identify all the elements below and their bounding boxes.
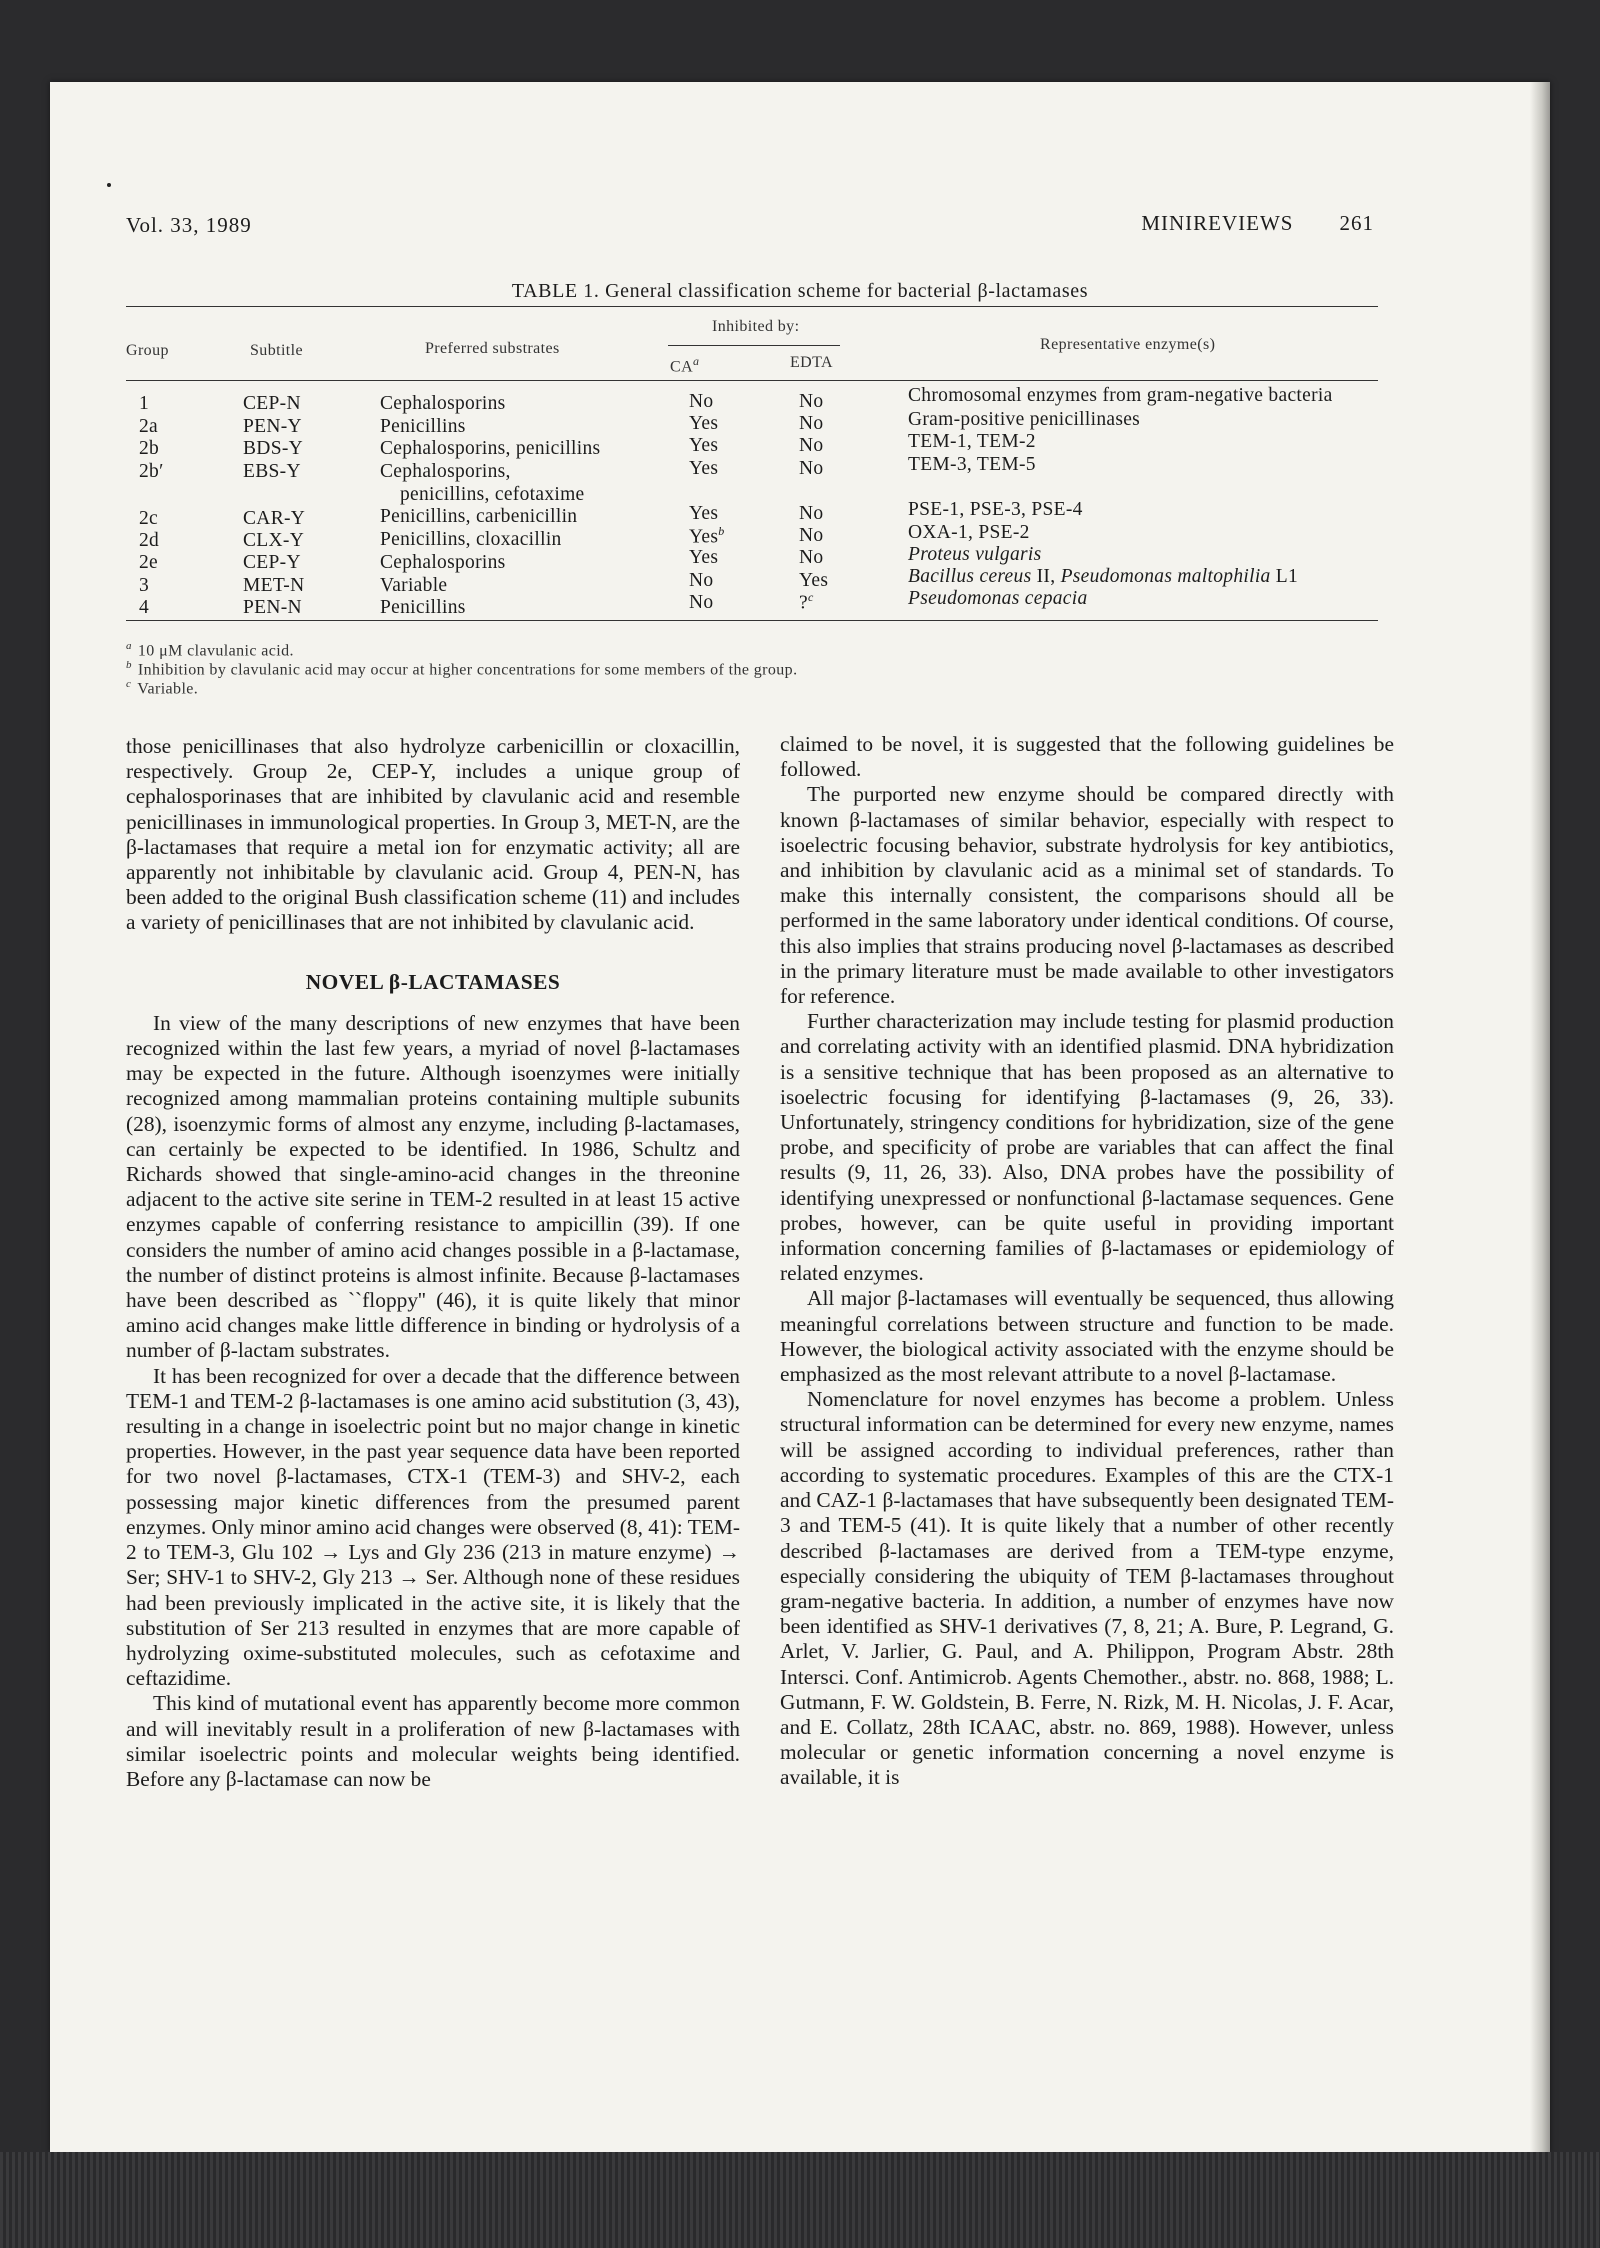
col-header-enzymes: Representative enzyme(s) bbox=[1040, 336, 1216, 353]
speck bbox=[107, 183, 111, 187]
table-cell-subtitle: EBS-Y bbox=[243, 461, 301, 482]
table-header-rule bbox=[126, 380, 1378, 381]
table-cell-edta: No bbox=[799, 503, 824, 524]
table-cell-ca: No bbox=[689, 592, 714, 613]
table-cell-subtitle: BDS-Y bbox=[243, 438, 304, 459]
col-header-edta: EDTA bbox=[790, 354, 833, 371]
col-header-substrates: Preferred substrates bbox=[425, 340, 560, 357]
table-cell-substrates: Cephalosporins, bbox=[380, 461, 511, 482]
table-cell-group: 3 bbox=[139, 575, 150, 596]
table-cell-edta: No bbox=[799, 547, 824, 568]
table-cell-ca: Yes bbox=[689, 458, 719, 479]
table-cell-substrates: Cephalosporins, penicillins bbox=[380, 438, 601, 459]
table-footnote: $^b$ Inhibition by clavulanic acid may occur at higher concentrations for some members of the group. bbox=[126, 659, 798, 679]
table-cell-substrates: Penicillins bbox=[380, 597, 466, 618]
table-cell-group: 2c bbox=[139, 508, 159, 529]
table-cell-subtitle: MET-N bbox=[243, 575, 305, 596]
table-cell-subtitle: CLX-Y bbox=[243, 530, 305, 551]
table-cell-edta: No bbox=[799, 458, 824, 479]
table-footnote: $^c$ Variable. bbox=[126, 678, 199, 698]
table-cell-edta: ?$^c$ bbox=[799, 590, 814, 614]
table-cell-subtitle: PEN-Y bbox=[243, 416, 302, 437]
table-cell-ca: Yes bbox=[689, 547, 719, 568]
table-cell-group: 2a bbox=[139, 416, 159, 437]
table-top-rule bbox=[126, 306, 1378, 307]
table-cell-group: 2b bbox=[139, 438, 160, 459]
table-cell-ca: Yes bbox=[689, 503, 719, 524]
table-cell-edta: Yes bbox=[799, 570, 829, 591]
table-cell-group: 2d bbox=[139, 530, 160, 551]
table-cell-ca: Yes bbox=[689, 435, 719, 456]
table-cell-substrates: Cephalosporins bbox=[380, 552, 506, 573]
table-cell-substrates: Penicillins, cloxacillin bbox=[380, 529, 562, 550]
table-cell-substrates-cont: penicillins, cefotaxime bbox=[400, 484, 585, 505]
table-cell-ca: Yes$^b$ bbox=[689, 524, 725, 548]
table-cell-subtitle: PEN-N bbox=[243, 597, 302, 618]
table-title: TABLE 1. General classification scheme for bacterial β-lactamases bbox=[511, 280, 1089, 302]
col-header-inhibited-by: Inhibited by: bbox=[712, 318, 800, 335]
section-name: MINIREVIEWS bbox=[1141, 211, 1294, 235]
table-cell-edta: No bbox=[799, 413, 824, 434]
paragraph: It has been recognized for over a decade that the difference between TEM-1 and TEM-2 β-lactamases is one amino acid substitution (3, 43), resulting in a change in isoelectric point but no major change in kinetic properties. However, in the past year sequence data have been reported for two novel β-lactamases, CTX-1 (TEM-3) and SHV-2, each possessing major kinetic differences from the presumed parent enzymes. Only minor amino acid changes were observed (8, 41): TEM-2 to TEM-3, Glu 102 → Lys and Gly 236 (213 in mature enzyme) → Ser; SHV-1 to SHV-2, Gly 213 → Ser. Although none of these residues had been previously implicated in the active site, it is likely that the substitution of Ser 213 resulted in enzymes that are more capable of hydrolyzing oxime-substituted molecules, such as cefotaxime and ceftazidime. bbox=[126, 1363, 740, 1691]
paragraph: Nomenclature for novel enzymes has become a problem. Unless structural information can be determined for every new enzyme, names will be assigned according to individual preferences, rather than according to systematic procedures. Examples of this are the CTX-1 and CAZ-1 β-lactamases that have subsequently been designated TEM-3 and TEM-5 (41). It is quite likely that a number of other recently described β-lactamases are derived from a TEM-type enzyme, especially considering the ubiquity of TEM β-lactamases throughout gram-negative bacteria. In addition, a number of enzymes have now been identified as SHV-1 derivatives (7, 8, 21; A. Bure, P. Legrand, G. Arlet, V. Jarlier, G. Paul, and A. Philippon, Program Abstr. 28th Intersci. Conf. Antimicrob. Agents Chemother., abstr. no. 868, 1988; L. Gutmann, F. W. Goldstein, B. Ferre, N. Rizk, M. H. Nicolas, J. F. Acar, and E. Collatz, 28th ICAAC, abstr. no. 869, 1988). However, unless molecular or genetic information concerning a novel enzyme is available, it is bbox=[780, 1387, 1394, 1790]
col-header-group: Group bbox=[126, 342, 169, 359]
inhibited-by-rule bbox=[668, 345, 840, 346]
paragraph: In view of the many descriptions of new enzymes that have been recognized within the last few years, a myriad of novel β-lactamases may be expected in the future. Although isoenzymes were initially recognized among mammalian proteins containing multiple subunits (28), isoenzymic forms of almost any enzyme, including β-lactamases, can certainly be expected to be identified. In 1986, Schultz and Richards showed that single-amino-acid changes in the threonine adjacent to the active site serine in TEM-2 resulted in at least 15 active enzymes capable of conferring resistance to ampicillin (39). If one considers the number of amino acid changes possible in a β-lactamase, the number of distinct proteins is almost infinite. Because β-lactamases have been described as ``floppy'' (46), it is quite likely that minor amino acid changes make little difference in binding or hydrolysis of a number of β-lactam substrates. bbox=[126, 1010, 740, 1363]
table-cell-group: 1 bbox=[139, 393, 150, 414]
table-cell-ca: No bbox=[689, 570, 714, 591]
table-cell-substrates: Penicillins bbox=[380, 416, 466, 437]
table-cell-edta: No bbox=[799, 391, 824, 412]
table-cell-ca: No bbox=[689, 391, 714, 412]
paragraph: Further characterization may include testing for plasmid production and correlating activity with an identified plasmid. DNA hybridization is a sensitive technique that has been proposed as an alternative to isoelectric focusing for identifying β-lactamases (9, 26, 33). Unfortunately, stringency conditions for hybridization, size of the gene probe, and specificity of probe are variables that can affect the final results (9, 11, 26, 33). Also, DNA probes have the possibility of identifying unexpressed or nonfunctional β-lactamase sequences. Gene probes, however, can be quite useful in providing important information concerning families of β-lactamases or epidemiology of related enzymes. bbox=[780, 1009, 1394, 1286]
table-cell-enzymes: Bacillus cereus II, Pseudomonas maltophilia L1 bbox=[908, 566, 1299, 587]
page-edge-shadow bbox=[1530, 82, 1550, 2152]
table-cell-enzymes: Pseudomonas cepacia bbox=[908, 588, 1088, 609]
col-header-ca: $CA^a$ bbox=[670, 354, 700, 376]
table-cell-enzymes: Gram-positive penicillinases bbox=[908, 409, 1141, 430]
table-cell-substrates: Penicillins, carbenicillin bbox=[380, 506, 578, 527]
table-cell-ca: Yes bbox=[689, 413, 719, 434]
paragraph: All major β-lactamases will eventually be sequenced, thus allowing meaningful correlations between structure and function to be made. However, the biological activity associated with the enzyme should be emphasized as the most relevant attribute to a novel β-lactamase. bbox=[780, 1286, 1394, 1387]
table-cell-enzymes: TEM-3, TEM-5 bbox=[908, 454, 1036, 475]
table-cell-substrates: Cephalosporins bbox=[380, 393, 506, 414]
paragraph: This kind of mutational event has apparently become more common and will inevitably result in a proliferation of new β-lactamases with similar isoelectric points and molecular weights being identified. Before any β-lactamase can now be bbox=[126, 1691, 740, 1791]
table-footnote: $^a$ 10 μM clavulanic acid. bbox=[126, 640, 294, 660]
scanner-bottom-strip bbox=[0, 2152, 1600, 2248]
col-header-subtitle: Subtitle bbox=[250, 342, 303, 359]
table-cell-edta: No bbox=[799, 525, 824, 546]
right-text-column bbox=[780, 732, 1394, 1791]
table-cell-group: 2b′ bbox=[139, 461, 164, 482]
table-cell-group: 2e bbox=[139, 552, 159, 573]
table-cell-edta: No bbox=[799, 435, 824, 456]
paragraph: those penicillinases that also hydrolyze carbenicillin or cloxacillin, respectively. Group 2e, CEP-Y, includes a unique group of cephalosporinases that are inhibited by clavulanic acid and resemble penicillinases in immunological properties. In Group 3, MET-N, are the β-lactamases that require a metal ion for enzymatic activity; all are apparently not inhibitable by clavulanic acid. Group 4, PEN-N, has been added to the original Bush classification scheme (11) and includes a variety of penicillinases that are not inhibited by clavulanic acid. bbox=[126, 734, 740, 935]
section-heading: NOVEL β-LACTAMASES bbox=[305, 969, 561, 994]
table-cell-enzymes: PSE-1, PSE-3, PSE-4 bbox=[908, 499, 1083, 520]
table-cell-group: 4 bbox=[139, 597, 150, 618]
running-header bbox=[1141, 211, 1374, 236]
paragraph: The purported new enzyme should be compared directly with known β-lactamases of similar behavior, especially with respect to isoelectric focusing behavior, substrate hydrolysis for key antibiotics, and inhibition by clavulanic acid as a minimal set of standards. To make this internally consistent, the comparisons should all be performed in the same laboratory under identical conditions. Of course, this also implies that strains producing novel β-lactamases as described in the primary literature must be made available to other investigators for reference. bbox=[780, 782, 1394, 1009]
left-text-column bbox=[126, 734, 740, 1792]
table-cell-subtitle: CEP-Y bbox=[243, 552, 301, 573]
table-bottom-rule bbox=[126, 620, 1378, 621]
table-cell-enzymes: Chromosomal enzymes from gram-negative bacteria bbox=[908, 385, 1333, 406]
paragraph: claimed to be novel, it is suggested that the following guidelines be followed. bbox=[780, 732, 1394, 782]
table-cell-enzymes: TEM-1, TEM-2 bbox=[908, 431, 1036, 452]
table-cell-enzymes: OXA-1, PSE-2 bbox=[908, 522, 1030, 543]
table-cell-enzymes: Proteus vulgaris bbox=[908, 544, 1042, 565]
table-cell-substrates: Variable bbox=[380, 575, 448, 596]
page-number: 261 bbox=[1339, 211, 1374, 235]
volume-header: Vol. 33, 1989 bbox=[126, 213, 252, 237]
table-cell-subtitle: CEP-N bbox=[243, 393, 301, 414]
table-cell-subtitle: CAR-Y bbox=[243, 508, 306, 529]
